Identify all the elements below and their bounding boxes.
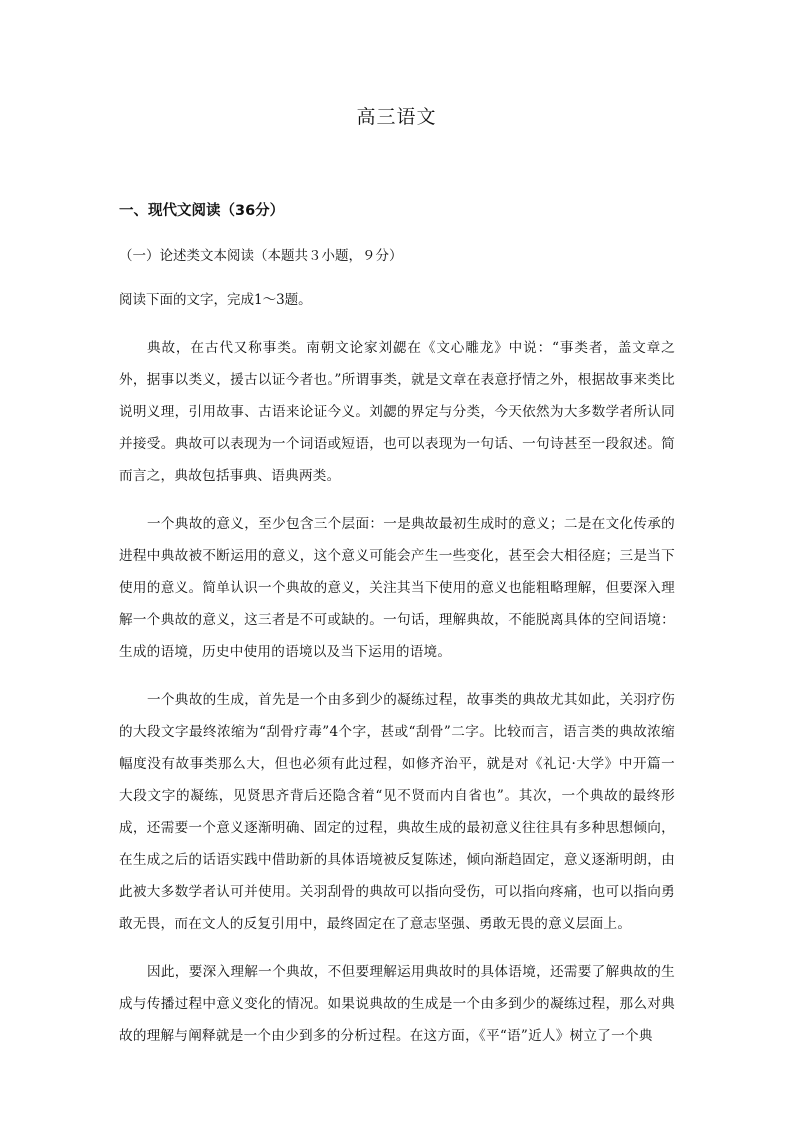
- paragraph-1: 典故，在古代又称事类。南朝文论家刘勰在《文心雕龙》中说：“事类者，盖文章之外，据事以类义，援古以证今者也。”所谓事类，就是文章在表意抒情之外，根据故事来类比说明义理，引用故事、古语来论证今义。刘勰的界定与分类，今天依然为大多数学者所认同并接受。典故可以表现为一个词语或短语，也可以表现为一句话、一句诗甚至一段叙述。简而言之，典故包括事典、语典两类。: [119, 340, 675, 484]
- reading-instruction: 阅读下面的文字，完成1～3题。: [119, 292, 312, 308]
- paragraph-3: 一个典故的生成，首先是一个由多到少的凝练过程，故事类的典故尤其如此，关羽疗伤的大段文字最终浓缩为“刮骨疗毒”4个字，甚或“刮骨”二字。比较而言，语言类的典故浓缩幅度没有故事类那么大，但也必须有此过程，如修齐治平，就是对《礼记·大学》中开篇一大段文字的凝练，见贤思齐背后还隐含着“见不贤而内自省也”。其次，一个典故的最终形成，还需要一个意义逐渐明确、固定的过程，典故生成的最初意义往往具有多种思想倾向，在生成之后的话语实践中借助新的具体语境被反复陈述，倾向渐趋固定，意义逐渐明朗，由此被大多数学者认可并使用。关羽刮骨的典故可以指向受伤，可以指向疼痛，也可以指向勇敢无畏，而在文人的反复引用中，最终固定在了意志坚强、勇敢无畏的意义层面上。: [119, 692, 675, 932]
- paragraph-2: 一个典故的意义，至少包含三个层面：一是典故最初生成时的意义；二是在文化传承的进程中典故被不断运用的意义，这个意义可能会产生一些变化，甚至会大相径庭；三是当下使用的意义。简单认识一个典故的意义，关注其当下使用的意义也能粗略理解，但要深入理解一个典故的意义，这三者是不可或缺的。一句话，理解典故，不能脱离具体的空间语境：生成的语境，历史中使用的语境以及当下运用的语境。: [119, 516, 675, 660]
- sub-heading: （一）论述类文本阅读（本题共３小题，９分）: [119, 248, 403, 264]
- paragraph-4: 因此，要深入理解一个典故，不但要理解运用典故时的具体语境，还需要了解典故的生成与传播过程中意义变化的情况。如果说典故的生成是一个由多到少的凝练过程，那么对典故的理解与阐释就是一个由少到多的分析过程。在这方面，《平“语”近人》树立了一个典: [119, 964, 675, 1044]
- page-title: 高三语文: [356, 106, 437, 128]
- section-heading: 一、现代文阅读（36分）: [119, 203, 285, 219]
- article-body: [119, 332, 675, 1068]
